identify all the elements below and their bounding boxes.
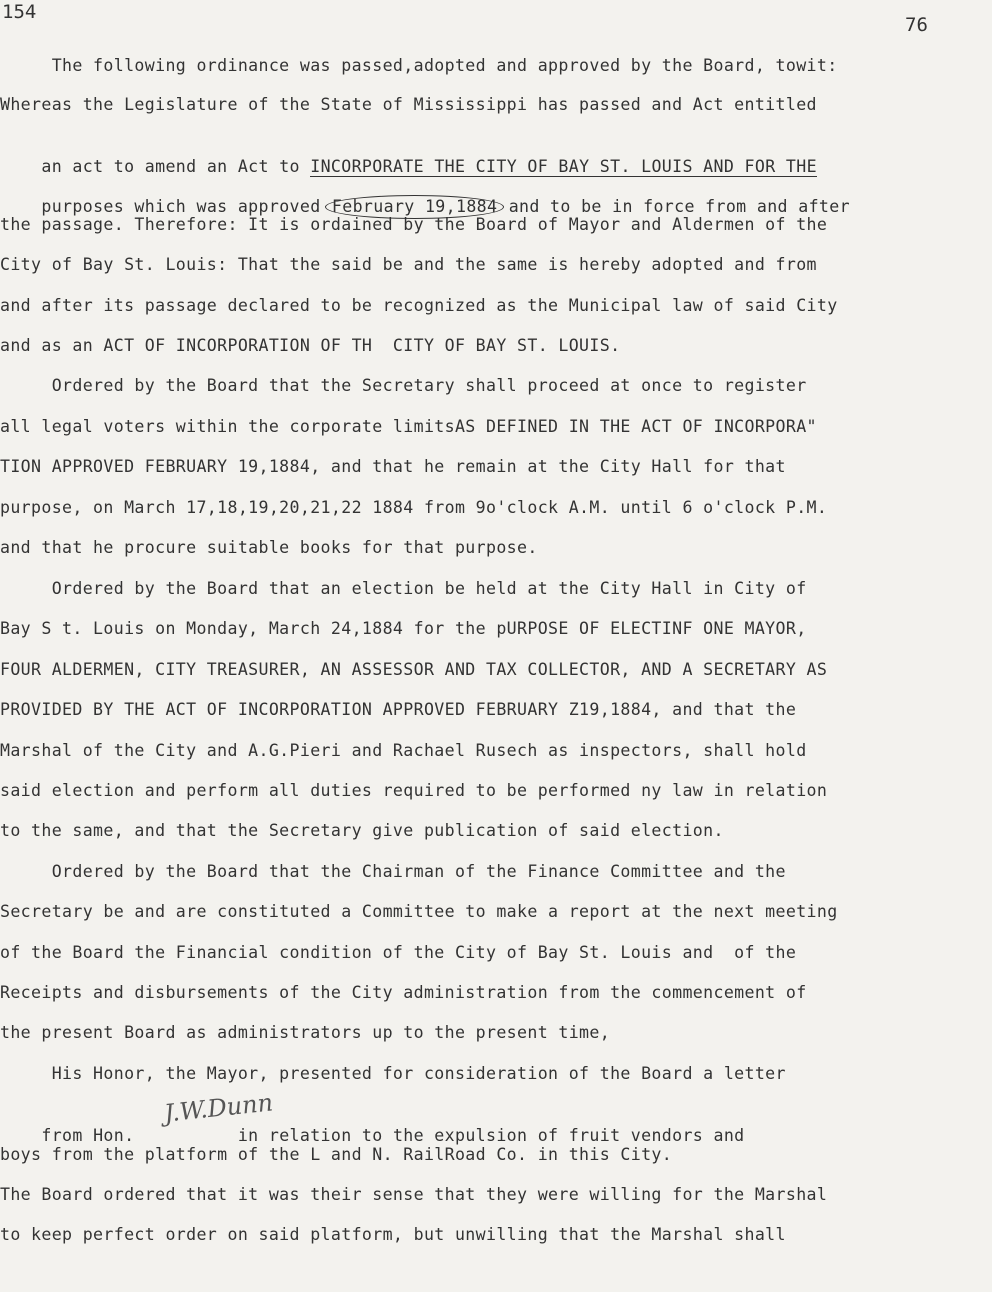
text-line: TION APPROVED FEBRUARY 19,1884, and that he remain at the City Hall for that xyxy=(0,457,786,476)
text-line: Ordered by the Board that an election be held at the City Hall in City of xyxy=(0,579,807,598)
text-line: to keep perfect order on said platform, but unwilling that the Marshal shall xyxy=(0,1225,786,1244)
text-line: His Honor, the Mayor, presented for consideration of the Board a letter xyxy=(0,1064,786,1083)
circled-date: February 19,1884 xyxy=(325,195,504,219)
text-line: Ordered by the Board that the Chairman of the Finance Committee and the xyxy=(0,862,786,881)
text-line: of the Board the Financial condition of the City of Bay St. Louis and of the xyxy=(0,943,797,962)
text-line: City of Bay St. Louis: That the said be and the same is hereby adopted and from xyxy=(0,255,817,274)
text-line: Whereas the Legislature of the State of Mississippi has passed and Act entitled xyxy=(0,95,817,114)
text-line: The Board ordered that it was their sense that they were willing for the Marshal xyxy=(0,1185,828,1204)
text-segment: in relation to the expulsion of fruit vendors and xyxy=(134,1126,745,1145)
text-line: Receipts and disbursements of the City administration from the commencement of xyxy=(0,983,807,1002)
text-line: Bay S t. Louis on Monday, March 24,1884 for the pURPOSE OF ELECTINF ONE MAYOR, xyxy=(0,619,807,638)
text-line: purpose, on March 17,18,19,20,21,22 1884 from 9o'clock A.M. until 6 o'clock P.M. xyxy=(0,498,828,517)
underlined-title: INCORPORATE THE CITY OF BAY ST. LOUIS AND FOR THE xyxy=(310,157,817,176)
text-line: Ordered by the Board that the Secretary shall proceed at once to register xyxy=(0,376,807,395)
text-line: and that he procure suitable books for that purpose. xyxy=(0,538,538,557)
text-line: PROVIDED BY THE ACT OF INCORPORATION APPROVED FEBRUARY Z19,1884, and that the xyxy=(0,700,797,719)
text-line: The following ordinance was passed,adopted and approved by the Board, towit: xyxy=(0,56,838,75)
text-line: Secretary be and are constituted a Committee to make a report at the next meeting xyxy=(0,902,838,921)
page-number-right: 76 xyxy=(905,14,928,36)
text-line: the passage. Therefore: It is ordained by the Board of Mayor and Aldermen of the xyxy=(0,215,828,234)
text-segment: an act to amend an Act to xyxy=(41,157,311,176)
text-segment: and to be in force from and after xyxy=(498,197,850,216)
text-line: and after its passage declared to be recognized as the Municipal law of said City xyxy=(0,296,838,315)
text-line: FOUR ALDERMEN, CITY TREASURER, AN ASSESSOR AND TAX COLLECTOR, AND A SECRETARY AS xyxy=(0,660,828,679)
text-line: boys from the platform of the L and N. RailRoad Co. in this City. xyxy=(0,1145,673,1164)
handwritten-signature: J.W.Dunn xyxy=(162,1088,275,1128)
text-line: all legal voters within the corporate limitsAS DEFINED IN THE ACT OF INCORPORA" xyxy=(0,417,817,436)
text-segment: purposes which was approved xyxy=(41,197,331,216)
text-line: and as an ACT OF INCORPORATION OF TH CITY OF BAY ST. LOUIS. xyxy=(0,336,621,355)
text-line: to the same, and that the Secretary give publication of said election. xyxy=(0,821,724,840)
text-line: the present Board as administrators up to the present time, xyxy=(0,1023,611,1042)
text-segment: from Hon. xyxy=(41,1126,135,1145)
text-line: said election and perform all duties required to be performed ny law in relation xyxy=(0,781,828,800)
page-number-left: 154 xyxy=(2,1,37,23)
text-line: Marshal of the City and A.G.Pieri and Rachael Rusech as inspectors, shall hold xyxy=(0,741,807,760)
